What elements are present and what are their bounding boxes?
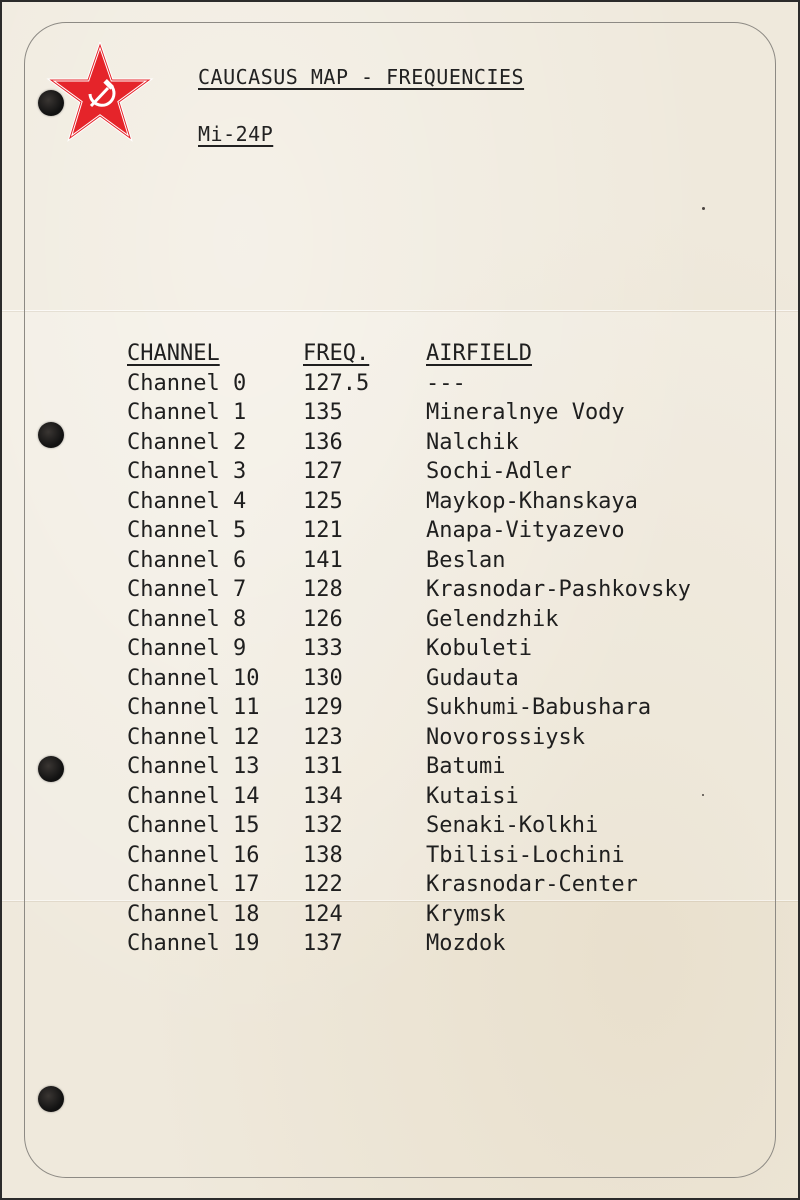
- header-channel: CHANNEL: [127, 341, 220, 366]
- freq-cell: 124: [303, 901, 343, 927]
- channel-cell: Channel 9: [127, 636, 247, 661]
- airfield-cell: Mozdok: [426, 931, 506, 956]
- freq-cell: 131: [303, 754, 343, 779]
- airfield-cell: Kutaisi: [426, 783, 519, 809]
- airfield-cell: Nalchik: [426, 429, 519, 455]
- channel-cell: Channel 1: [127, 400, 247, 425]
- airfield-cell: Mineralnye Vody: [426, 400, 625, 425]
- channel-cell: Channel 16: [127, 842, 260, 868]
- punch-hole: [38, 422, 64, 448]
- channel-cell: Channel 15: [127, 813, 260, 838]
- channel-cell: Channel 3: [127, 459, 247, 484]
- airfield-cell: Senaki-Kolkhi: [426, 813, 599, 838]
- freq-cell: 122: [303, 872, 343, 897]
- channel-cell: Channel 6: [127, 547, 247, 573]
- airfield-cell: Batumi: [426, 754, 506, 779]
- channel-cell: Channel 11: [127, 695, 260, 720]
- punch-hole: [38, 756, 64, 782]
- airfield-cell: Krymsk: [426, 901, 506, 927]
- airfield-cell: Beslan: [426, 547, 506, 573]
- freq-cell: 133: [303, 636, 343, 661]
- punch-hole: [38, 1086, 64, 1112]
- airfield-cell: Novorossiysk: [426, 724, 585, 750]
- airfield-cell: Anapa-Vityazevo: [426, 518, 625, 543]
- channel-cell: Channel 4: [127, 488, 247, 514]
- freq-cell: 132: [303, 813, 343, 838]
- airfield-cell: Sukhumi-Babushara: [426, 695, 652, 720]
- kneeboard-page: [2, 2, 798, 1198]
- aircraft-name: Mi-24P: [198, 122, 274, 146]
- freq-cell: 136: [303, 429, 343, 455]
- airfield-cell: Gelendzhik: [426, 606, 559, 632]
- page-title: CAUCASUS MAP - FREQUENCIES: [198, 65, 525, 89]
- channel-cell: Channel 7: [127, 577, 247, 602]
- freq-cell: 137: [303, 931, 343, 956]
- paper-speck: [702, 794, 704, 796]
- freq-cell: 130: [303, 665, 343, 691]
- freq-cell: 127.5: [303, 370, 370, 396]
- channel-cell: Channel 17: [127, 872, 260, 897]
- freq-cell: 128: [303, 577, 343, 602]
- channel-cell: Channel 0: [127, 370, 247, 396]
- channel-cell: Channel 12: [127, 724, 260, 750]
- channel-cell: Channel 2: [127, 429, 247, 455]
- channel-cell: Channel 18: [127, 901, 260, 927]
- channel-cell: Channel 19: [127, 931, 260, 956]
- channel-cell: Channel 10: [127, 665, 260, 691]
- hammer-and-sickle-star-icon: [46, 42, 154, 146]
- freq-cell: 129: [303, 695, 343, 720]
- freq-cell: 121: [303, 518, 343, 543]
- header-airfield: AIRFIELD: [426, 341, 532, 366]
- channel-cell: Channel 8: [127, 606, 247, 632]
- freq-cell: 123: [303, 724, 343, 750]
- header-freq: FREQ.: [303, 341, 370, 366]
- freq-cell: 138: [303, 842, 343, 868]
- airfield-cell: Krasnodar-Pashkovsky: [426, 577, 691, 602]
- freq-cell: 135: [303, 400, 343, 425]
- airfield-cell: Gudauta: [426, 665, 519, 691]
- freq-cell: 134: [303, 783, 343, 809]
- airfield-cell: Kobuleti: [426, 636, 532, 661]
- airfield-cell: ---: [426, 370, 466, 396]
- airfield-cell: Sochi-Adler: [426, 459, 572, 484]
- freq-cell: 125: [303, 488, 343, 514]
- freq-cell: 141: [303, 547, 343, 573]
- channel-cell: Channel 13: [127, 754, 260, 779]
- airfield-cell: Tbilisi-Lochini: [426, 842, 625, 868]
- paper-speck: [702, 207, 705, 210]
- channel-cell: Channel 5: [127, 518, 247, 543]
- freq-cell: 127: [303, 459, 343, 484]
- airfield-cell: Maykop-Khanskaya: [426, 488, 638, 514]
- freq-cell: 126: [303, 606, 343, 632]
- airfield-cell: Krasnodar-Center: [426, 872, 638, 897]
- channel-cell: Channel 14: [127, 783, 260, 809]
